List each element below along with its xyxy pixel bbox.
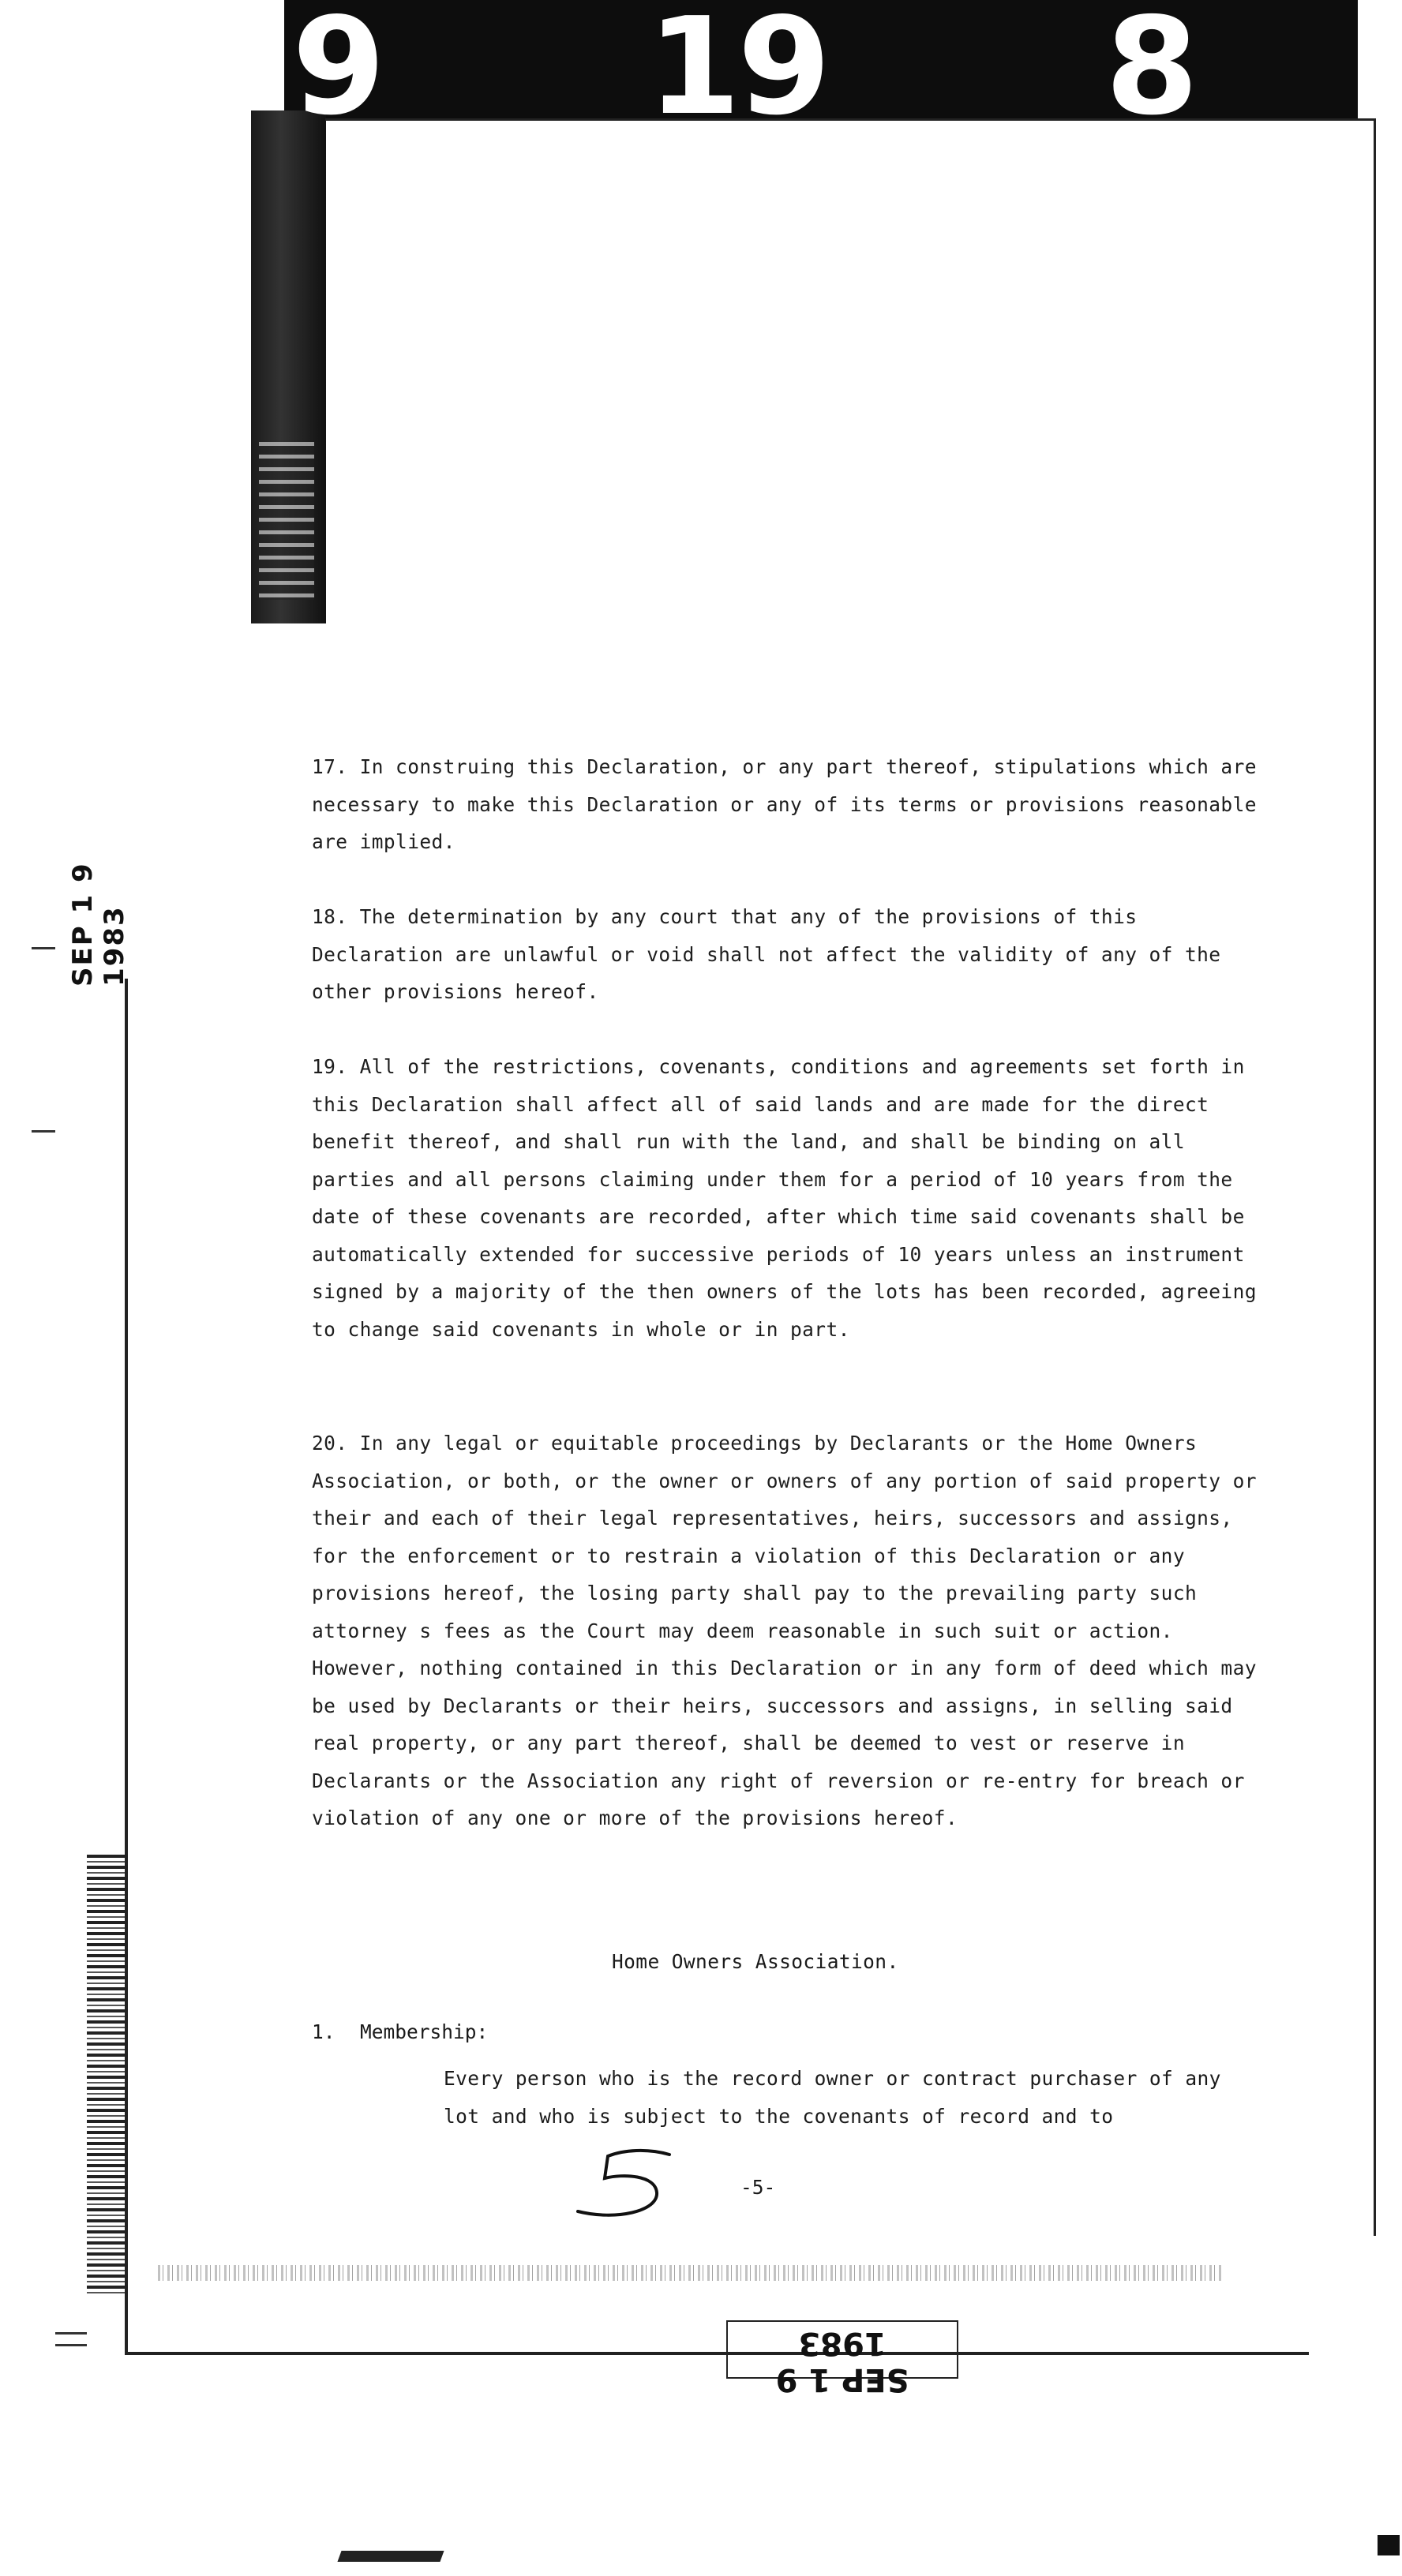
bottom-edge-mark (337, 2551, 444, 2562)
membership-title: Membership: (360, 2020, 489, 2043)
frame-left-line (125, 979, 128, 2353)
bottom-date-stamp (726, 2320, 958, 2398)
page-number: -5- (740, 2176, 776, 2199)
year-digit: 8 (1105, 0, 1196, 145)
scan-smear (251, 110, 326, 623)
handwritten-page-number (568, 2139, 679, 2226)
paragraph-number: 18. (312, 905, 348, 928)
edge-tick (55, 2332, 87, 2334)
year-digit: 19 (647, 0, 828, 145)
paragraph-number: 20. (312, 1432, 348, 1455)
section-heading: Home Owners Association. (612, 1950, 899, 1973)
edge-tick (55, 2344, 87, 2346)
paragraph-number: 17. (312, 755, 348, 778)
paragraph-number: 19. (312, 1055, 348, 1078)
left-date-stamp-text: SEP 1 9 1983 (67, 862, 130, 987)
left-date-stamp (67, 789, 130, 987)
paragraph-18 (312, 898, 1259, 1011)
scan-noise-strip (158, 2265, 1224, 2281)
corner-mark (1378, 2535, 1400, 2555)
paragraph-20 (312, 1425, 1259, 1837)
paragraph-text: In any legal or equitable proceedings by Declarants or the Home Owners Association, or both, or the owner or owners of any portion of said property or their and each of their legal representatives, heirs, successors and assigns, for the enforcement or to restrain a violation of this Declaration or any provisions hereof, the losing party shall pay to the prevailing party such attorney s fees as the Court may deem reasonable in such suit or action. However, nothing contained in this Declaration or in any form of deed which may be used by Declarants or their heirs, successors and assigns, in selling said real property, or any part thereof, shall be deemed to vest or reserve in Declarants or the Association any right of reversion or re-entry for breach or violation of any one or more of the provisions hereof. (312, 1432, 1257, 1829)
paragraph-text: All of the restrictions, covenants, conditions and agreements set forth in this Declaration shall affect all of said lands and are made for the direct benefit thereof, and shall run with the land, and shall be binding on all parties and all persons claiming under them for a period of 10 years from the date of these covenants are recorded, after which time said covenants shall be automatically extended for successive periods of 10 years unless an instrument signed by a majority of the then owners of the lots has been recorded, agreeing to change said covenants in whole or in part. (312, 1055, 1257, 1341)
frame-bottom-line (125, 2352, 1309, 2355)
bottom-date-stamp-text: SEP 1 9 1983 (775, 2325, 909, 2398)
paragraph-19 (312, 1048, 1259, 1348)
membership-text: Every person who is the record owner or contract purchaser of any lot and who is subject to the covenants of record and to (444, 2067, 1221, 2128)
paragraph-text: The determination by any court that any of the provisions of this Declaration are unlawful or void shall not affect the validity of any of the other provisions hereof. (312, 905, 1221, 1003)
paragraph-17 (312, 748, 1259, 861)
paragraph-text: In construing this Declaration, or any part thereof, stipulations which are necessary to make this Declaration or any of its terms or provisions reasonable are implied. (312, 755, 1257, 853)
membership-number: 1. (312, 2020, 336, 2043)
left-edge-barcode (87, 1855, 125, 2297)
edge-tick (32, 1130, 55, 1133)
year-digit: 9 (292, 0, 383, 145)
edge-tick (32, 947, 55, 949)
